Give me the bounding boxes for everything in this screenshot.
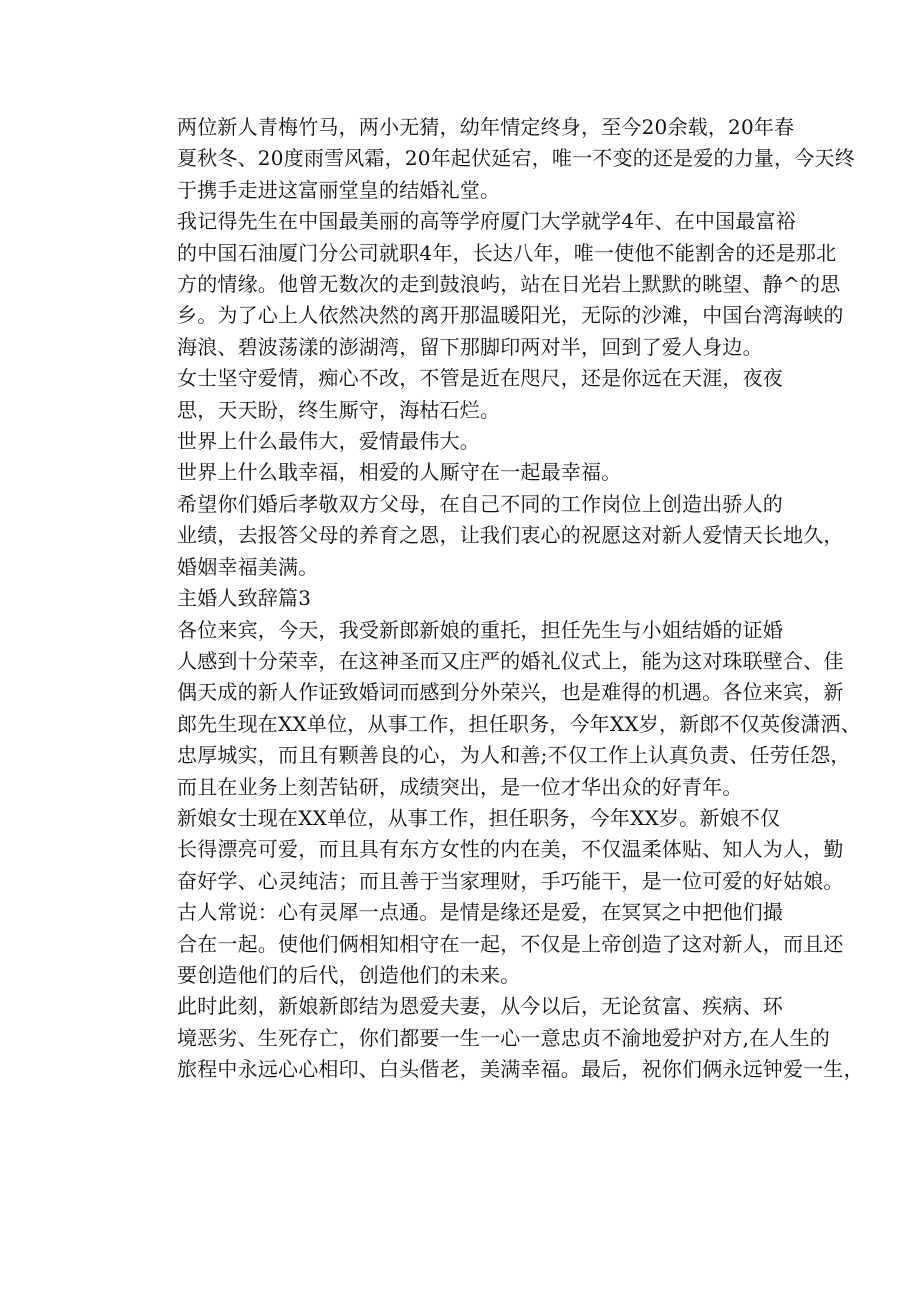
paragraph [137,457,797,488]
text-line: 偶天成的新人作证致婚词而感到分外荣兴，也是难得的机遇。各位来宾，新 [177,680,844,705]
text-line: 世界上什么最伟大，爱情最伟大。 [177,429,480,454]
text-line: 女士坚守爱情，痴心不改，不管是近在咫尺，还是你远在天涯，夜夜 [177,366,783,391]
text-line: 的中国石油厦门分公司就职4年，长达八年，唯一使他不能割舍的还是那北 [177,240,837,265]
text-line: 海浪、碧波荡漾的澎湖湾，留下那脚印两对半，回到了爱人身边。 [177,334,763,359]
paragraph [137,991,864,1085]
text-line: 旅程中永远心心相印、白头偕老，美满幸福。最后，祝你们俩永远钟爱一生， [177,1057,864,1082]
text-line: 两位新人青梅竹马，两小无猜，幼年情定终身，至今20余载，20年春 [177,115,795,139]
text-line: 主婚人致辞篇3 [177,586,312,611]
text-line: 奋好学、心灵纯洁；而且善于当家理财，手巧能干，是一位可爱的好姑娘。 [177,868,844,893]
paragraph [137,897,844,991]
text-line: 乡。为了心上人依然决然的离开那温暖阳光，无际的沙滩，中国台湾海峡的 [177,303,844,328]
text-line: 人感到十分荣幸，在这神圣而又庄严的婚礼仪式上，能为这对珠联壁合、佳 [177,648,844,673]
document-body [137,112,864,1086]
text-line: 要创造他们的后代，创造他们的未来。 [177,962,521,987]
text-line: 于携手走进这富丽堂皇的结婚礼堂。 [177,177,501,202]
text-line: 业绩，去报答父母的养育之恩，让我们衷心的祝愿这对新人爱情天长地久， [177,523,844,548]
text-line: 各位来宾，今天，我受新郎新娘的重托，担任先生与小姐结婚的证婚 [177,617,783,642]
section-heading [137,583,797,614]
text-line: 婚姻幸福美满。 [177,554,319,579]
text-line: 世界上什么戢幸福，相爱的人厮守在一起最幸福。 [177,460,622,485]
paragraph [137,426,797,457]
paragraph [137,112,855,206]
paragraph [137,363,797,426]
paragraph [137,489,844,583]
text-line: 忠厚城实，而且有颗善良的心，为人和善;不仅工作上认真负责、任劳任怨， [177,743,851,768]
text-line: 长得漂亮可爱，而且具有东方女性的内在美，不仅温柔体贴、知人为人，勤 [177,837,844,862]
text-line: 境恶劣、生死存亡，你们都要一生一心一意忠贞不渝地爱护对方,在人生的 [177,1025,830,1050]
text-line: 我记得先生在中国最美丽的高等学府厦门大学就学4年、在中国最富裕 [177,209,796,234]
text-line: 合在一起。使他们俩相知相守在一起，不仅是上帝创造了这对新人，而且还 [177,931,844,956]
text-line: 思，天天盼，终生厮守，海枯石烂。 [177,397,501,422]
paragraph [137,803,844,897]
text-line: 此时此刻，新娘新郎结为恩爱夫妻，从今以后，无论贫富、疾病、环 [177,994,783,1019]
text-line: 而且在业务上刻苦钻研，成绩突出，是一位才华出众的好青年。 [177,774,743,799]
text-line: 夏秋冬、20度雨雪风霜，20年起伏延宕，唯一不变的还是爱的力量，今天终 [177,146,855,171]
text-line: 郎先生现在XX单位，从事工作，担任职务，今年XX岁，新郎不仅英俊潇洒、 [177,711,861,736]
text-line: 新娘女士现在XX单位，从事工作，担任职务，今年XX岁。新娘不仅 [177,805,781,830]
text-line: 方的情缘。他曾无数次的走到鼓浪屿，站在日光岩上默默的眺望、静^的思 [177,272,841,297]
paragraph [137,206,844,363]
paragraph [137,615,861,803]
text-line: 希望你们婚后孝敬双方父母，在自己不同的工作岗位上创造出骄人的 [177,491,783,516]
text-line: 古人常说：心有灵犀一点通。是情是缘还是爱，在冥冥之中把他们撮 [177,900,783,925]
